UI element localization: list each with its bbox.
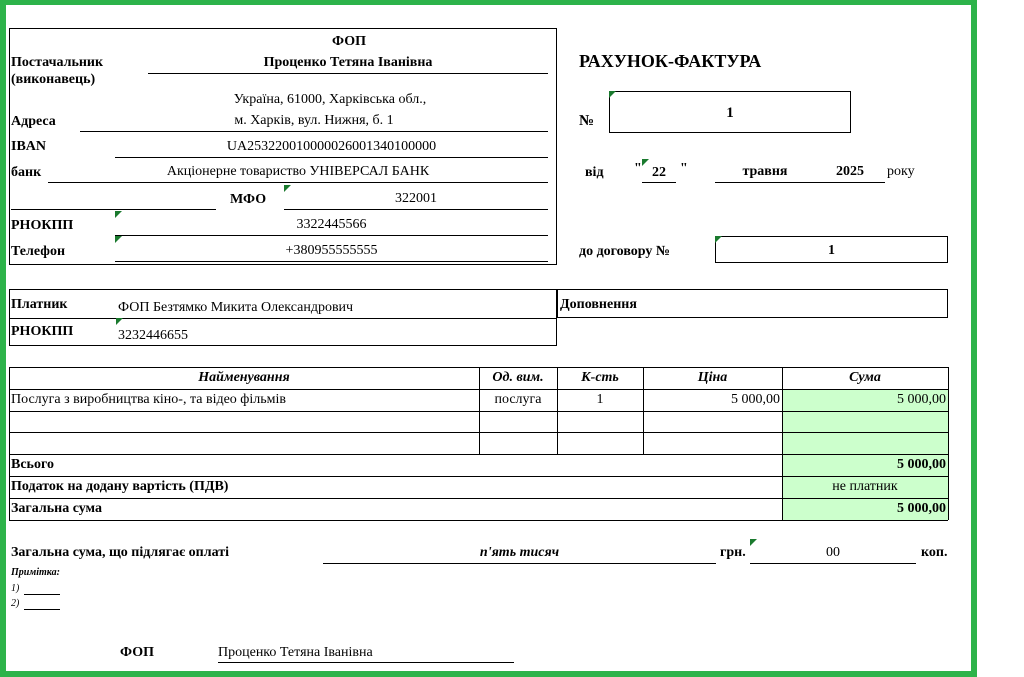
grand-value: 5 000,00 (897, 501, 946, 516)
contract-label: до договору № (579, 244, 670, 259)
marker-icon (115, 236, 122, 243)
marker-icon (750, 539, 757, 546)
mfo-label: МФО (230, 192, 267, 207)
row-1-sum: 5 000,00 (897, 392, 946, 407)
note-title: Примітка: (11, 567, 60, 578)
payable-kop-value: 00 (750, 545, 916, 564)
signature-type: ФОП (120, 645, 154, 660)
rnokpp-value: 3322445566 (115, 217, 548, 236)
marker-icon (715, 236, 722, 243)
header-sum: Сума (849, 370, 881, 385)
vat-value: не платник (832, 479, 898, 494)
iban-value: UA253220010000026001340100000 (115, 139, 548, 158)
marker-icon (115, 211, 122, 218)
row-1-price: 5 000,00 (731, 392, 780, 407)
phone-value: +380955555555 (115, 243, 548, 262)
date-month: травня (715, 164, 815, 183)
header-price: Ціна (697, 370, 728, 385)
total-label: Всього (11, 457, 54, 472)
supplier-label-2: (виконавець) (11, 72, 96, 87)
payer-rnokpp: 3232446655 (118, 328, 188, 343)
address-line-2: м. Харків, вул. Нижня, б. 1 (80, 113, 548, 132)
payable-kop-label: коп. (921, 545, 948, 560)
date-label: від (585, 165, 604, 180)
address-line-1: Україна, 61000, Харківська обл., (233, 92, 427, 107)
addendum-label: Доповнення (560, 297, 637, 312)
bank-label: банк (11, 165, 42, 180)
row-1-name: Послуга з виробництва кіно-, та відео фільмів (11, 392, 286, 407)
mfo-left-line (11, 209, 216, 210)
total-value: 5 000,00 (897, 457, 946, 472)
signature-name: Проценко Тетяна Іванівна (218, 645, 514, 663)
table-bottom-line (9, 520, 948, 521)
date-quote-close: " (680, 161, 688, 176)
marker-icon (284, 185, 291, 192)
contract-number: 1 (715, 236, 948, 263)
marker-icon (116, 318, 123, 325)
date-quote-open: " (634, 161, 642, 176)
grand-label: Загальна сума (11, 501, 102, 516)
note-item-1: 1) (11, 583, 20, 594)
date-year: 2025 (815, 164, 885, 183)
invoice-number: 1 (609, 91, 851, 133)
payable-currency: грн. (720, 545, 746, 560)
row-1-qty: 1 (596, 392, 604, 407)
address-label: Адреса (11, 114, 56, 129)
supplier-label: Постачальник (11, 55, 104, 70)
table-right-line (948, 367, 949, 520)
header-name: Найменування (198, 370, 290, 385)
bank-value: Акціонерне товариство УНІВЕРСАЛ БАНК (48, 164, 548, 183)
supplier-type: ФОП (332, 34, 366, 49)
marker-icon (642, 159, 649, 166)
payer-rnokpp-label: РНОКПП (11, 324, 74, 339)
table-left-line (9, 367, 10, 520)
supplier-name: Проценко Тетяна Іванівна (148, 55, 548, 74)
rnokpp-label: РНОКПП (11, 218, 74, 233)
note-line-1 (24, 594, 60, 595)
phone-label: Телефон (11, 244, 66, 259)
marker-icon (609, 91, 616, 98)
mfo-value: 322001 (284, 191, 548, 210)
payer-name: ФОП Безтямко Микита Олександрович (118, 300, 354, 315)
vat-label: Податок на додану вартість (ПДВ) (11, 479, 229, 494)
payer-divider (9, 318, 557, 319)
date-year-suffix: року (887, 164, 915, 179)
payable-label: Загальна сума, що підлягає оплаті (11, 545, 229, 560)
header-unit: Од. вим. (492, 370, 544, 385)
top-strip (0, 0, 977, 5)
invoice-title: РАХУНОК-ФАКТУРА (579, 51, 762, 71)
invoice-number-label: № (579, 113, 595, 129)
note-line-2 (24, 609, 60, 610)
note-item-2: 2) (11, 598, 20, 609)
iban-label: IBAN (11, 139, 47, 154)
payer-label: Платник (11, 297, 68, 312)
payable-amount-words: п'ять тисяч (323, 545, 716, 564)
date-day: 22 (642, 165, 676, 183)
row-1-unit: послуга (494, 392, 542, 407)
header-qty: К-сть (581, 370, 619, 385)
